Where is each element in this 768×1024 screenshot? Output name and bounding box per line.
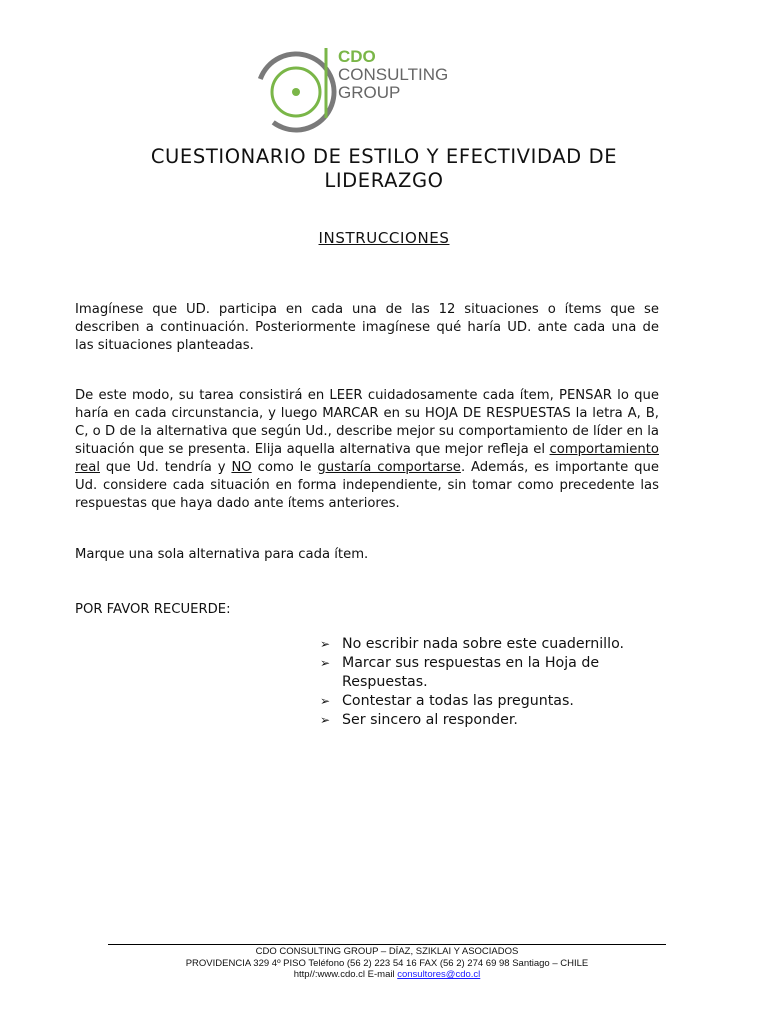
reminder-list	[320, 635, 640, 730]
list-item	[320, 692, 640, 711]
logo-consulting: CONSULTING	[338, 65, 449, 84]
company-logo	[250, 44, 460, 136]
arrow-bullet-icon: ➢	[320, 656, 331, 670]
logo-group: GROUP	[338, 83, 401, 102]
instructions-heading: INSTRUCCIONES	[318, 229, 450, 247]
footer-web: http//:www.cdo.cl E-mail	[293, 969, 398, 980]
list-item	[320, 654, 640, 692]
underlined-real-behavior: comportamiento real	[75, 442, 659, 475]
footer-email-link[interactable]: consultores@cdo.cl	[397, 969, 481, 980]
task-text-4: . Además, es importante que Ud. considere cada situación en forma independiente, sin tomar como precedente las respuestas que haya dado ante ítems anteriores.	[75, 460, 659, 511]
logo-cdo: CDO	[338, 47, 376, 66]
title-line-1: CUESTIONARIO DE ESTILO Y EFECTIVIDAD DE	[150, 145, 618, 168]
task-paragraph	[75, 387, 659, 513]
task-text-2: que Ud. tendría y	[100, 460, 232, 475]
page-footer	[108, 946, 666, 981]
list-item-text: Ser sincero al responder.	[342, 712, 518, 728]
footer-company: CDO CONSULTING GROUP – DÍAZ, SZIKLAI Y ASOCIADOS	[255, 946, 519, 957]
logo-emblem-icon	[250, 44, 340, 136]
list-item-text: No escribir nada sobre este cuadernillo.	[342, 636, 625, 652]
document-title	[60, 145, 708, 193]
list-item	[320, 635, 640, 654]
footer-divider	[108, 944, 666, 945]
underlined-desired-behavior: gustaría comportarse	[317, 460, 461, 475]
logo-text	[338, 48, 448, 102]
footer-address: PROVIDENCIA 329 4º PISO Teléfono (56 2) 223 54 16 FAX (56 2) 274 69 98 Santiago – CHILE	[185, 957, 589, 969]
title-line-2: LIDERAZGO	[324, 169, 444, 192]
list-item-text: Marcar sus respuestas en la Hoja de Respuestas.	[342, 655, 600, 690]
footer-contact	[108, 969, 666, 981]
reminder-heading: POR FAVOR RECUERDE:	[75, 602, 231, 617]
intro-paragraph: Imagínese que UD. participa en cada una de las 12 situaciones o ítems que se describen a continuación. Posteriormente imagínese qué haría UD. ante cada una de las situaciones planteadas.	[75, 302, 659, 353]
arrow-bullet-icon: ➢	[320, 694, 331, 708]
single-choice-note: Marque una sola alternativa para cada ítem.	[75, 547, 369, 562]
underlined-no: NO	[231, 460, 252, 475]
arrow-bullet-icon: ➢	[320, 637, 331, 651]
list-item	[320, 711, 640, 730]
list-item-text: Contestar a todas las preguntas.	[342, 693, 574, 709]
arrow-bullet-icon: ➢	[320, 713, 331, 727]
task-text-3: como le	[251, 460, 318, 475]
task-text-1: De este modo, su tarea consistirá en LEER cuidadosamente cada ítem, PENSAR lo que haría en cada circunstancia, y luego MARCAR en su HOJA DE RESPUESTAS la letra A, B, C, o D de la alternativa que según Ud., describe mejor su comportamiento de líder en la situación que se presenta. Elija aquella alternativa que mejor refleja el	[75, 388, 659, 457]
